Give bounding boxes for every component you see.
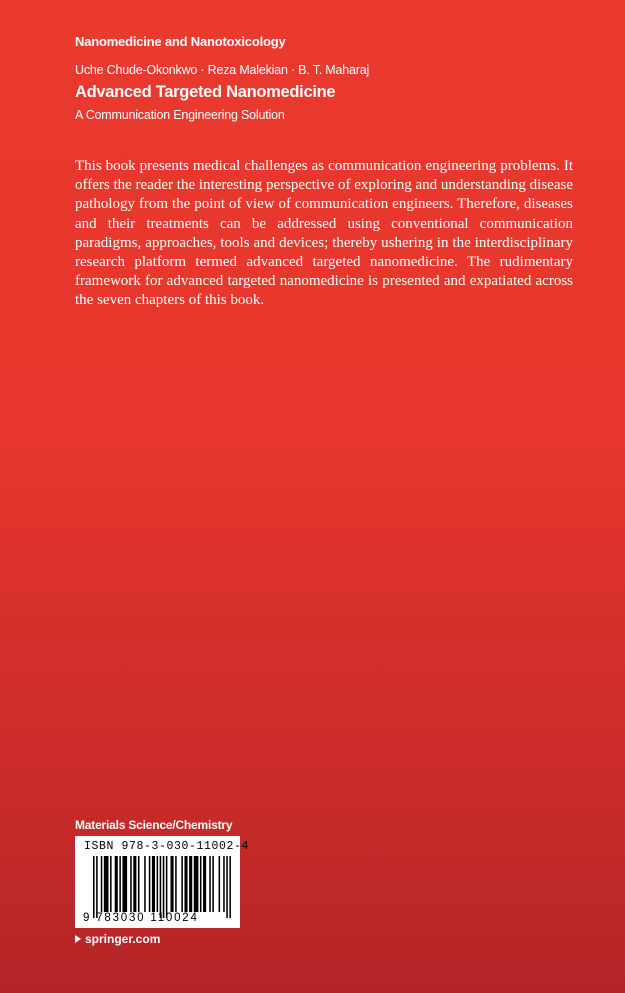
- isbn-label: ISBN 978-3-030-11002-4: [84, 840, 250, 853]
- publisher-website[interactable]: [75, 932, 160, 946]
- barcode-bar: [152, 856, 155, 912]
- barcode-bar: [122, 856, 127, 912]
- barcode-bar: [212, 856, 214, 912]
- barcode-bar: [200, 856, 202, 912]
- subject-category: Materials Science/Chemistry: [75, 818, 233, 832]
- barcode-digits: 9 783030 110024: [83, 912, 199, 924]
- barcode-bar: [104, 856, 109, 912]
- authors: Uche Chude-Okonkwo · Reza Malekian · B. T. Maharaj: [75, 63, 370, 77]
- barcode-bar: [93, 856, 95, 918]
- barcode-bar: [130, 856, 132, 912]
- barcode-bar: [163, 856, 165, 918]
- barcode-bar: [144, 856, 146, 912]
- barcode-bar: [149, 856, 151, 912]
- website-label: springer.com: [85, 932, 161, 946]
- barcode-bar: [115, 856, 118, 912]
- barcode-bar: [166, 856, 168, 918]
- barcode-box: [75, 836, 250, 928]
- barcode-bar: [181, 856, 183, 912]
- barcode-bar: [138, 856, 140, 912]
- book-title: Advanced Targeted Nanomedicine: [75, 83, 336, 101]
- barcode-bar: [203, 856, 206, 912]
- barcode-bar: [110, 856, 112, 912]
- barcode-bar: [219, 856, 221, 912]
- barcode-bar: [160, 856, 162, 918]
- barcode-bar: [226, 856, 228, 918]
- barcode-bar: [189, 856, 192, 912]
- barcode-bar: [223, 856, 225, 912]
- barcode-bar: [101, 856, 103, 912]
- barcode-bar: [119, 856, 121, 912]
- barcode-bar: [194, 856, 199, 912]
- series-name: Nanomedicine and Nanotoxicology: [75, 34, 286, 49]
- barcode-bar: [175, 856, 177, 912]
- barcode-bar: [96, 856, 98, 918]
- barcode-bar: [133, 856, 136, 912]
- barcode-bar: [229, 856, 231, 918]
- book-description: This book presents medical challenges as communication engineering problems. It offers the reader the interesting perspective of exploring and understanding disease pathology from the point of view of communication engineers. Therefore, diseases and their treatments can be addressed using conventional communication paradigms, approaches, tools and devices; thereby ushering in the interdisciplinary research platform termed advanced targeted nanomedicine. The rudimentary framework for advanced targeted nanomedicine is presented and expatiated across the seven chapters of this book.: [75, 158, 573, 309]
- barcode-bar: [157, 856, 159, 912]
- barcode-bar: [209, 856, 211, 912]
- book-subtitle: A Communication Engineering Solution: [75, 108, 285, 122]
- triangle-arrow-right-icon: [75, 935, 81, 943]
- barcode-bar: [184, 856, 187, 912]
- barcode-bar: [171, 856, 174, 912]
